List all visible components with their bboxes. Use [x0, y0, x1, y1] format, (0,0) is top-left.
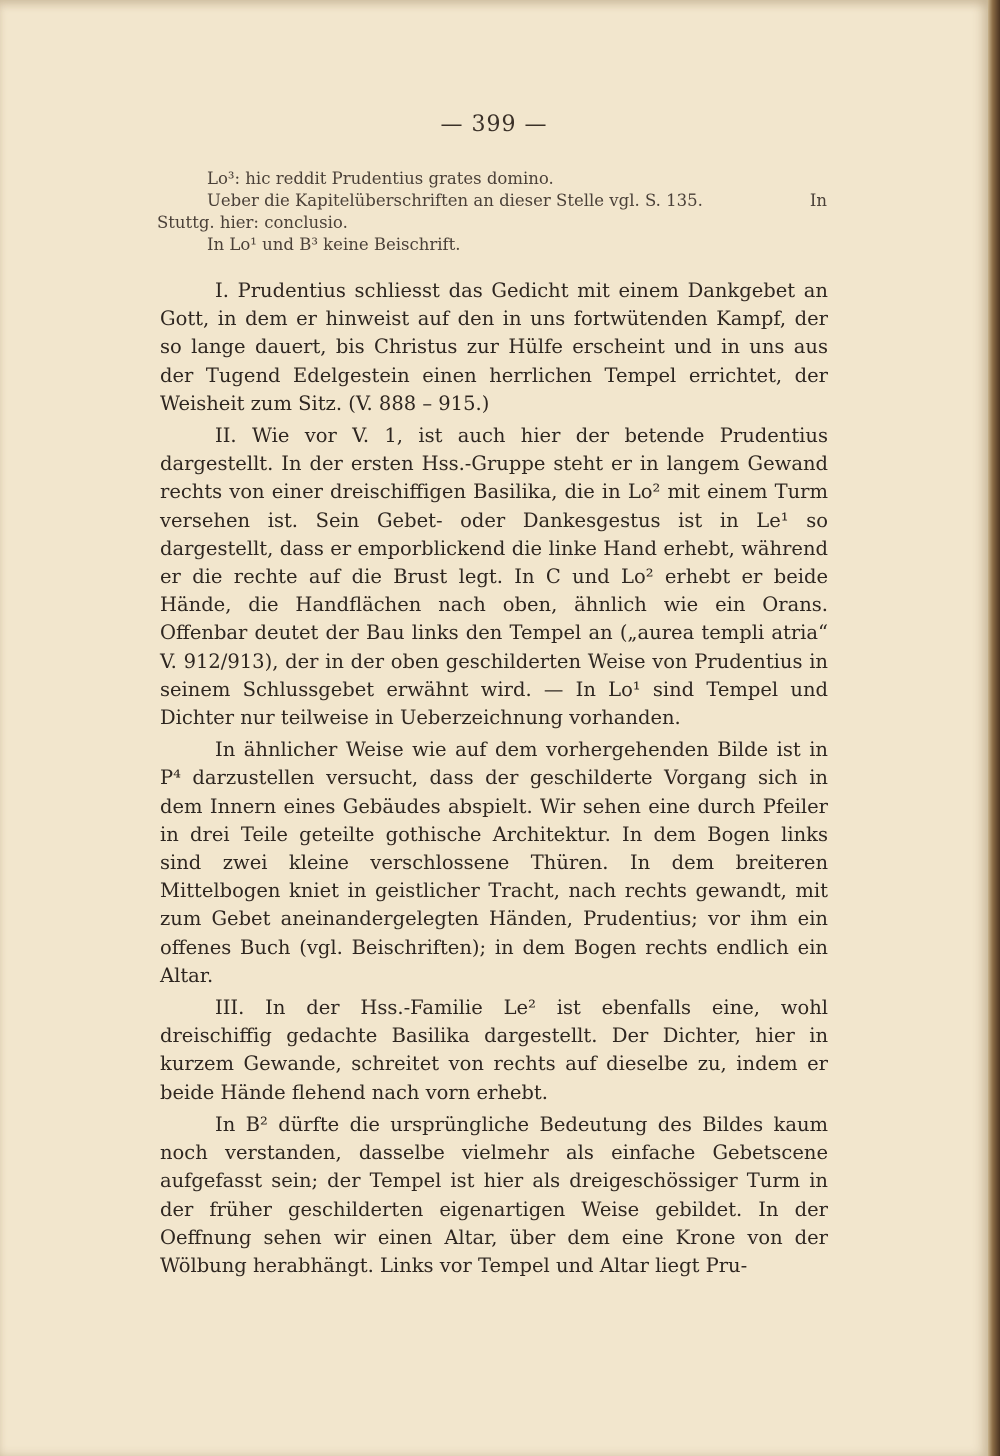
note-line: Stuttg. hier: conclusio.	[157, 213, 348, 232]
paragraph: In B² dürfte die ursprüngliche Bedeutung des Bildes kaum noch verstanden, dasselbe vielmehr als einfache Gebetscene aufgefasst sein; der Tempel ist hier als dreigeschössiger Turm in der früher geschilderten eigenartigen Weise gebildet. In der Oeffnung sehen wir einen Altar, über dem eine Krone von der Wölbung herabhängt. Links vor Tempel und Altar liegt Pru-	[160, 1112, 828, 1277]
paragraph: III. In der Hss.-Familie Le² ist ebenfalls eine, wohl dreischiffig gedachte Basilika dargestellt. Der Dichter, hier in kurzem Gewande, schreitet von rechts auf dieselbe zu, indem er beide Hände flehend nach vorn erhebt.	[160, 996, 828, 1104]
note-line	[157, 190, 827, 212]
page-number: — 399 —	[440, 112, 548, 137]
note-line: Lo³: hic reddit Prudentius grates domino.	[207, 169, 554, 188]
body-text	[160, 277, 828, 1284]
note-text: In	[809, 191, 827, 210]
book-right-edge	[988, 0, 1000, 1456]
caption-notes	[157, 168, 827, 256]
paragraph: I. Prudentius schliesst das Gedicht mit einem Dankgebet an Gott, in dem er hinweist auf den in uns fortwütenden Kampf, der so lange dauert, bis Christus zur Hülfe erscheint und in uns aus der Tugend Edelgestein einen herrlichen Tempel errichtet, der Weisheit zum Sitz. (V. 888 – 915.)	[160, 279, 828, 415]
paragraph: II. Wie vor V. 1, ist auch hier der betende Prudentius dargestellt. In der ersten Hss.-Gruppe steht er in langem Gewand rechts von einer dreischiffigen Basilika, die in Lo² mit einem Turm versehen ist. Sein Gebet- oder Dankesgestus ist in Le¹ so dargestellt, dass er emporblickend die linke Hand erhebt, während er die rechte auf die Brust legt. In C und Lo² erhebt er beide Hände, die Handflächen nach oben, ähnlich wie ein Orans. Offenbar deutet der Bau links den Tempel an („aurea templi atria“ V. 912/913), der in der oben geschilderten Weise von Prudentius in seinem Schlussgebet erwähnt wird. — In Lo¹ sind Tempel und Dichter nur teilweise in Ueberzeichnung vorhanden.	[160, 424, 828, 730]
note-line: In Lo¹ und B³ keine Beischrift.	[207, 235, 461, 254]
note-text: Ueber die Kapitelüberschriften an dieser Stelle vgl. S. 135.	[207, 191, 703, 210]
paragraph: In ähnlicher Weise wie auf dem vorhergehenden Bilde ist in P⁴ darzustellen versucht, dass der geschilderte Vorgang sich in dem Innern eines Gebäudes abspielt. Wir sehen eine durch Pfeiler in drei Teile geteilte gothische Architektur. In dem Bogen links sind zwei kleine verschlossene Thüren. In dem breiteren Mittelbogen kniet in geistlicher Tracht, nach rechts gewandt, mit zum Gebet aneinandergelegten Händen, Prudentius; vor ihm ein offenes Buch (vgl. Beischriften); in dem Bogen rechts endlich ein Altar.	[160, 738, 828, 987]
